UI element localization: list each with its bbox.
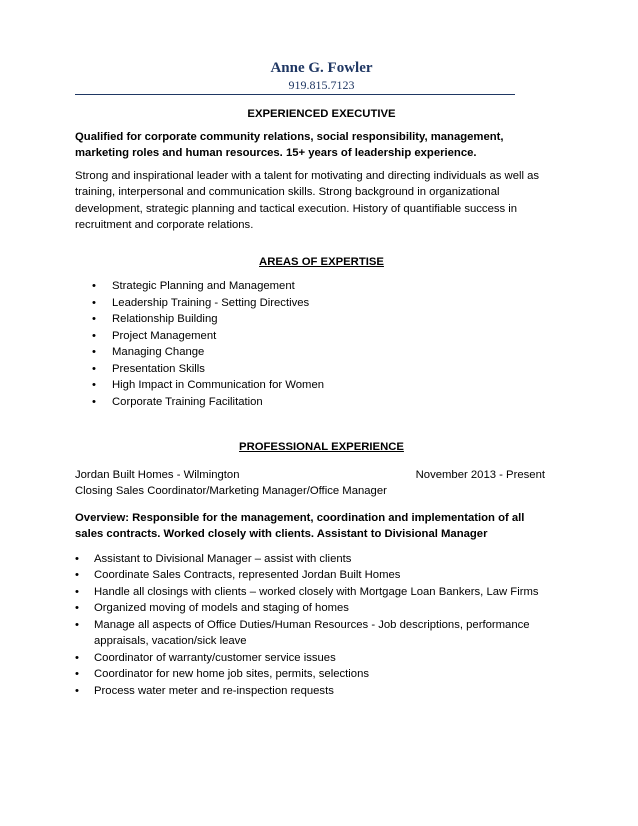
duty-item-text: Coordinate Sales Contracts, represented Jordan Built Homes xyxy=(94,569,401,581)
expertise-list xyxy=(75,278,553,410)
job-dates: November 2013 - Present xyxy=(415,468,545,481)
bullet-icon: • xyxy=(75,684,79,697)
bullet-icon: • xyxy=(92,329,96,342)
expertise-item xyxy=(75,328,553,345)
bullet-icon: • xyxy=(92,296,96,309)
duty-item-text: Organized moving of models and staging of homes xyxy=(94,602,349,614)
qualified-statement: Qualified for corporate community relations, social responsibility, management, marketing roles and human resources. 15+ years of leadership experience. xyxy=(75,130,504,159)
summary-title: EXPERIENCED EXECUTIVE xyxy=(247,108,396,120)
duty-item xyxy=(75,567,553,584)
expertise-item xyxy=(75,344,553,361)
bullet-icon: • xyxy=(75,585,79,598)
phone-number: 919.815.7123 xyxy=(288,78,355,92)
duty-item-text: Handle all closings with clients – worked closely with Mortgage Loan Bankers, Law Firms xyxy=(94,585,539,598)
duty-list xyxy=(75,551,553,700)
bullet-icon: • xyxy=(92,280,96,292)
expertise-item-text: Relationship Building xyxy=(112,313,218,325)
experience-title: PROFESSIONAL EXPERIENCE xyxy=(239,441,404,453)
header-divider xyxy=(75,94,515,95)
bullet-icon: • xyxy=(92,313,96,325)
expertise-item xyxy=(75,377,553,394)
bullet-icon: • xyxy=(92,346,96,358)
bullet-icon: • xyxy=(75,618,79,631)
expertise-item-text: Managing Change xyxy=(112,346,205,358)
duty-item xyxy=(75,584,553,601)
duty-item-text: Manage all aspects of Office Duties/Human Resources - Job descriptions, performance appraisals, vacation/sick leave xyxy=(94,618,530,647)
expertise-item xyxy=(75,361,553,378)
expertise-item-text: High Impact in Communication for Women xyxy=(112,379,325,391)
expertise-item-text: Leadership Training - Setting Directives xyxy=(112,296,310,309)
bullet-icon: • xyxy=(92,395,96,408)
bullet-icon: • xyxy=(92,362,96,375)
job-header xyxy=(75,467,545,484)
duty-item-text: Coordinator of warranty/customer service issues xyxy=(94,651,336,664)
duty-item-text: Assistant to Divisional Manager – assist with clients xyxy=(94,552,352,565)
bullet-icon: • xyxy=(75,668,79,680)
bullet-icon: • xyxy=(75,651,79,664)
bullet-icon: • xyxy=(75,569,79,581)
duty-item xyxy=(75,551,553,568)
job-company: Jordan Built Homes - Wilmington xyxy=(75,468,240,481)
resume-page xyxy=(75,58,553,699)
duty-item-text: Process water meter and re-inspection requests xyxy=(94,684,334,697)
expertise-item xyxy=(75,311,553,328)
expertise-item-text: Corporate Training Facilitation xyxy=(112,395,263,408)
expertise-item xyxy=(75,394,553,411)
duty-item xyxy=(75,600,553,617)
expertise-item-text: Strategic Planning and Management xyxy=(112,280,295,292)
bullet-icon: • xyxy=(75,552,79,565)
expertise-item xyxy=(75,278,553,295)
duty-item-text: Coordinator for new home job sites, permits, selections xyxy=(94,668,370,680)
expertise-item-text: Presentation Skills xyxy=(112,362,205,375)
duty-item xyxy=(75,650,553,667)
bullet-icon: • xyxy=(92,379,96,391)
summary-description: Strong and inspirational leader with a talent for motivating and directing individuals as well as training, interpersonal and communication skills. Strong background in organizational development, strategic planning and tactical execution. History of quantifiable success in recruitment and corporate relations. xyxy=(75,169,540,231)
duty-item xyxy=(75,666,553,683)
duty-item xyxy=(75,683,553,700)
candidate-name: Anne G. Fowler xyxy=(270,60,373,76)
bullet-icon: • xyxy=(75,602,79,614)
job-overview: Overview: Responsible for the management, coordination and implementation of all sales contracts. Worked closely with clients. Assistant to Divisional Manager xyxy=(75,511,525,540)
duty-item xyxy=(75,617,553,650)
expertise-title: AREAS OF EXPERTISE xyxy=(259,255,384,268)
expertise-item-text: Project Management xyxy=(112,329,217,342)
job-role: Closing Sales Coordinator/Marketing Manager/Office Manager xyxy=(75,485,387,497)
expertise-item xyxy=(75,295,553,312)
